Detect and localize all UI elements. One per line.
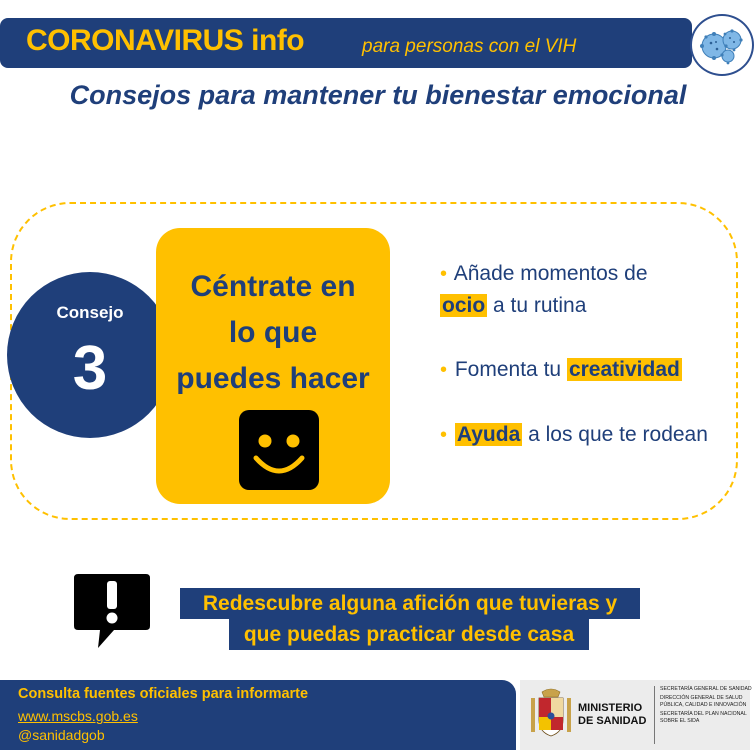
- bullet-dot: •: [440, 263, 448, 285]
- header-title: CORONAVIRUS info: [26, 24, 305, 57]
- virus-icon: [690, 14, 754, 76]
- page-subtitle: Consejos para mantener tu bienestar emocional: [69, 80, 687, 110]
- callout-text: Redescubre alguna afición que tuvieras y: [180, 588, 640, 619]
- ministry-divider: [654, 686, 655, 744]
- bullet-item: [440, 258, 730, 322]
- bullet-dot: •: [440, 424, 448, 446]
- bullet-item: [440, 419, 730, 451]
- alert-speech-icon: [72, 572, 152, 652]
- header-subtitle: para personas con el VIH: [362, 36, 577, 57]
- callout-text: que puedas practicar desde casa: [229, 619, 589, 650]
- bullet-dot: •: [440, 359, 448, 381]
- tip-number: 3: [72, 334, 108, 403]
- focus-line: Céntrate en: [190, 270, 356, 303]
- ministry-departments: [660, 686, 752, 727]
- ministry-dept: SECRETARÍA DEL PLAN NACIONAL SOBRE EL SIDA: [660, 711, 747, 724]
- bullet-item: [440, 354, 730, 386]
- ministry-name-line: DE SANIDAD: [578, 715, 647, 727]
- bullet-text: a tu rutina: [493, 294, 587, 317]
- footer-heading: Consulta fuentes oficiales para informarte: [18, 686, 309, 702]
- footer-social-handle[interactable]: @sanidadgob: [18, 727, 105, 743]
- bullet-text: Fomenta tu: [454, 358, 562, 381]
- focus-text: [156, 264, 390, 402]
- ministry-name: [578, 702, 646, 728]
- coat-of-arms-icon: [528, 686, 574, 740]
- ministry-dept: DIRECCIÓN GENERAL DE SALUD PÚBLICA, CALIDAD E INNOVACIÓN: [660, 695, 747, 708]
- bullet-highlight: creatividad: [568, 358, 680, 381]
- bullet-text: Añade momentos de: [453, 262, 648, 285]
- ministry-name-line: MINISTERIO: [578, 702, 643, 714]
- focus-line: puedes hacer: [176, 362, 370, 395]
- bullet-highlight: ocio: [442, 294, 486, 317]
- footer-website-link[interactable]: www.mscbs.gob.es: [18, 708, 138, 724]
- bullet-highlight: Ayuda: [456, 423, 521, 446]
- bullet-text: a los que te rodean: [528, 423, 708, 446]
- focus-line: lo que: [228, 316, 318, 349]
- tip-label: Consejo: [56, 303, 124, 322]
- ministry-dept: SECRETARÍA GENERAL DE SANIDAD: [660, 686, 752, 692]
- smiley-icon: [237, 408, 321, 492]
